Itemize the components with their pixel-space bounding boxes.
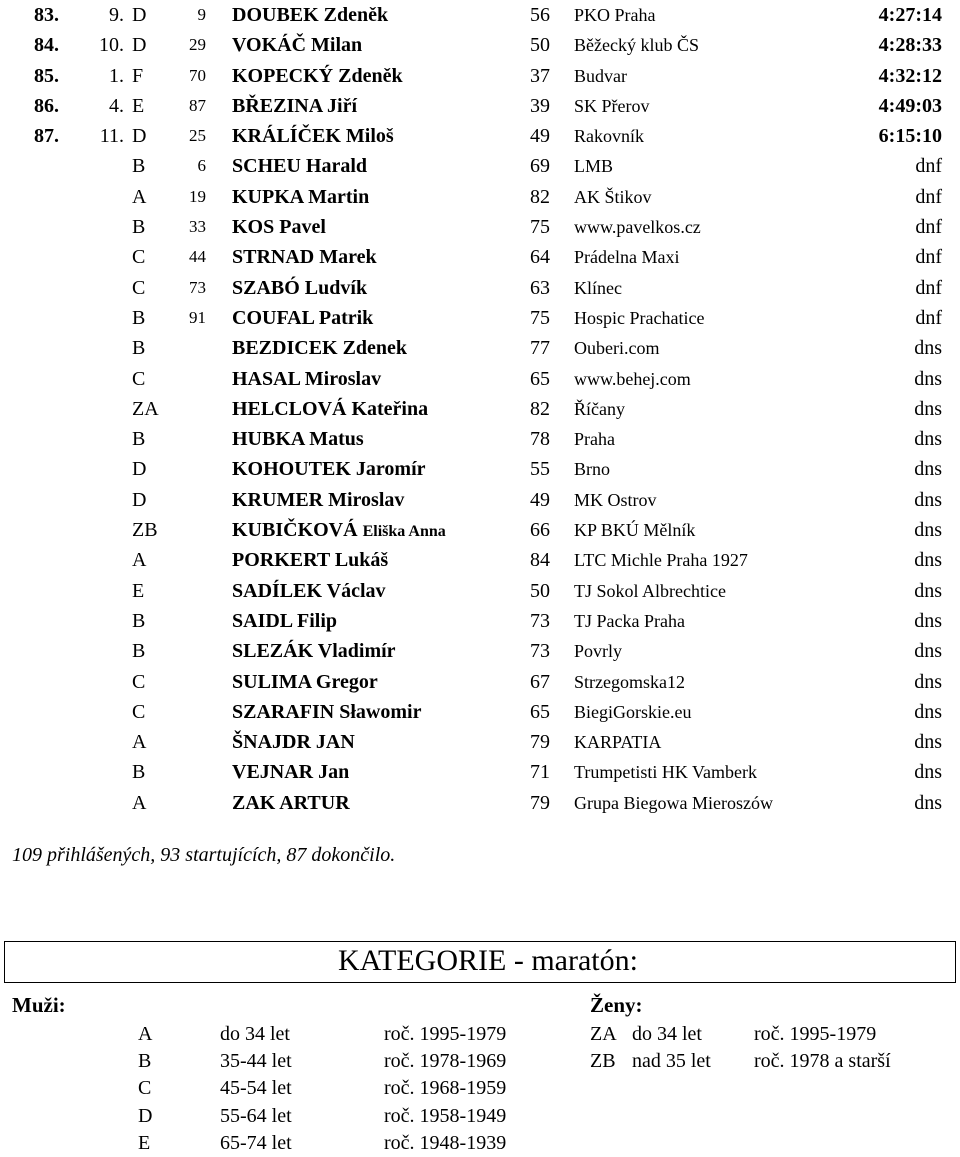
runner-name: KOS Pavel (232, 216, 326, 239)
runner-name: STRNAD Marek (232, 246, 377, 269)
bib-number-cell: 9 (197, 5, 206, 24)
bib-number-cell: 29 (189, 35, 206, 55)
category-cell: ZA (132, 397, 159, 420)
runner-name-cell (232, 30, 522, 60)
runner-name-cell (232, 606, 522, 636)
birth-year-cell: 69 (530, 155, 550, 178)
men-category-row (138, 1075, 558, 1102)
bib-number-cell: 73 (189, 277, 206, 297)
runner-name: HASAL Miroslav (232, 367, 382, 390)
category-years: roč. 1968-1959 (384, 1077, 507, 1100)
runner-name: KRÁLÍČEK Miloš (232, 125, 394, 148)
category-cell: C (132, 367, 146, 390)
finish-time-cell: dns (914, 791, 942, 814)
category-cell: B (132, 761, 146, 784)
table-row (0, 576, 960, 606)
runner-name: COUFAL Patrik (232, 306, 374, 329)
bib-number-cell: 6 (197, 156, 206, 176)
club-cell: Strzegomska12 (574, 671, 685, 692)
club-cell: MK Ostrov (574, 489, 657, 510)
category-cell: B (132, 640, 146, 663)
table-row (0, 0, 960, 30)
club-cell: Běžecký klub ČS (574, 35, 699, 56)
category-cell: B (132, 337, 146, 360)
table-row (0, 212, 960, 242)
category-cell: E (132, 94, 145, 117)
category-code: B (138, 1050, 152, 1073)
club-cell: Rakovník (574, 126, 644, 147)
category-place-cell: 10. (99, 34, 124, 57)
birth-year-cell: 79 (530, 791, 550, 814)
table-row (0, 242, 960, 272)
birth-year-cell: 84 (530, 549, 550, 572)
runner-name: HUBKA Matus (232, 428, 364, 451)
table-row (0, 667, 960, 697)
category-age: do 34 let (220, 1023, 290, 1045)
finish-time-cell: dnf (915, 155, 942, 178)
category-years: roč. 1958-1949 (384, 1104, 507, 1127)
table-row (0, 454, 960, 484)
runner-name-cell (232, 727, 522, 757)
runner-name: VOKÁČ Milan (232, 34, 363, 57)
category-place-cell: 9. (109, 4, 124, 26)
runner-name-cell (232, 151, 522, 181)
runner-name: BŘEZINA Jiří (232, 94, 358, 117)
club-cell: Prádelna Maxi (574, 247, 680, 268)
birth-year-cell: 63 (530, 276, 550, 299)
club-cell: TJ Packa Praha (574, 610, 685, 631)
birth-year-cell: 67 (530, 670, 550, 693)
finish-time-cell: dns (914, 700, 942, 723)
category-code: ZB (590, 1050, 616, 1073)
runner-name-cell (232, 515, 522, 547)
finish-time-cell: dnf (915, 185, 942, 208)
finish-time-cell: dns (914, 640, 942, 663)
table-row (0, 394, 960, 424)
finish-time-cell: dnf (915, 306, 942, 329)
category-cell: B (132, 428, 146, 451)
category-years: roč. 1978 a starší (754, 1050, 891, 1073)
runner-name: SZARAFIN Sławomir (232, 700, 422, 723)
club-cell: Grupa Biegowa Mieroszów (574, 792, 773, 813)
table-row (0, 30, 960, 60)
runner-name: KOPECKÝ Zdeněk (232, 64, 403, 87)
summary-line: 109 přihlášených, 93 startujících, 87 dokončilo. (12, 844, 396, 866)
runner-name: KUPKA Martin (232, 185, 370, 208)
category-cell: ZB (132, 519, 158, 542)
runner-name-cell (232, 303, 522, 333)
table-row (0, 182, 960, 212)
birth-year-cell: 73 (530, 640, 550, 663)
women-category-row (590, 1021, 956, 1048)
category-age: do 34 let (632, 1023, 702, 1045)
runner-name-cell (232, 91, 522, 121)
runner-name: PORKERT Lukáš (232, 549, 389, 572)
bib-number-cell: 25 (189, 126, 206, 146)
club-cell: Trumpetisti HK Vamberk (574, 762, 758, 783)
birth-year-cell: 64 (530, 246, 550, 269)
finish-time-cell: dnf (915, 246, 942, 269)
runner-name: SAIDL Filip (232, 609, 338, 632)
runner-name-cell (232, 242, 522, 272)
men-category-row (138, 1048, 558, 1075)
category-years: roč. 1948-1939 (384, 1131, 507, 1154)
bib-number-cell: 91 (189, 307, 206, 327)
categories-title-box (4, 941, 956, 983)
finish-time-cell: dns (914, 609, 942, 632)
runner-name: SCHEU Harald (232, 155, 368, 178)
table-row (0, 303, 960, 333)
bib-number-cell: 87 (189, 95, 206, 115)
birth-year-cell: 50 (530, 34, 550, 57)
table-row (0, 788, 960, 818)
category-age: 55-64 let (220, 1104, 292, 1127)
finish-time-cell: dns (914, 519, 942, 542)
category-age: 35-44 let (220, 1050, 292, 1073)
birth-year-cell: 65 (530, 700, 550, 723)
runner-name: SULIMA Gregor (232, 670, 378, 693)
finish-time-cell: 4:27:14 (878, 4, 942, 26)
birth-year-cell: 82 (530, 397, 550, 420)
finish-time-cell: dns (914, 337, 942, 360)
birth-year-cell: 82 (530, 185, 550, 208)
birth-year-cell: 55 (530, 458, 550, 481)
bib-number-cell: 70 (189, 65, 206, 85)
birth-year-cell: 78 (530, 428, 550, 451)
finish-time-cell: dns (914, 731, 942, 754)
club-cell: KARPATIA (574, 732, 662, 753)
table-row (0, 424, 960, 454)
birth-year-cell: 66 (530, 519, 550, 542)
runner-name-extra: Eliška Anna (362, 523, 446, 541)
birth-year-cell: 79 (530, 731, 550, 754)
club-cell: www.pavelkos.cz (574, 217, 701, 238)
category-age: 65-74 let (220, 1131, 292, 1154)
birth-year-cell: 75 (530, 216, 550, 239)
category-code: ZA (590, 1023, 617, 1045)
club-cell: Klínec (574, 277, 622, 298)
runner-name-cell (232, 212, 522, 242)
birth-year-cell: 77 (530, 337, 550, 360)
category-cell: A (132, 549, 147, 572)
category-code: E (138, 1131, 151, 1154)
men-category-row (138, 1021, 558, 1048)
club-cell: SK Přerov (574, 95, 650, 116)
club-cell: KP BKÚ Mělník (574, 520, 696, 541)
table-row (0, 273, 960, 303)
club-cell: LTC Michle Praha 1927 (574, 550, 748, 571)
finish-time-cell: 4:28:33 (878, 34, 942, 57)
finish-time-cell: dns (914, 579, 942, 602)
category-cell: C (132, 700, 146, 723)
runner-name-cell (232, 424, 522, 454)
club-cell: Brno (574, 459, 610, 480)
category-cell: F (132, 64, 144, 87)
club-cell: Budvar (574, 65, 627, 86)
runner-name-cell (232, 636, 522, 666)
category-cell: D (132, 4, 147, 26)
runner-name-cell (232, 0, 522, 30)
category-place-cell: 1. (109, 64, 124, 87)
runner-name-cell (232, 788, 522, 818)
runner-name: KOHOUTEK Jaromír (232, 458, 426, 481)
club-cell: AK Štikov (574, 186, 652, 207)
club-cell: LMB (574, 156, 614, 177)
runner-name: VEJNAR Jan (232, 761, 350, 784)
finish-time-cell: dns (914, 428, 942, 451)
finish-time-cell: dns (914, 488, 942, 511)
runner-name: ZAK ARTUR (232, 791, 350, 814)
birth-year-cell: 75 (530, 306, 550, 329)
runner-name: HELCLOVÁ Kateřina (232, 397, 429, 420)
birth-year-cell: 49 (530, 125, 550, 148)
finish-time-cell: 6:15:10 (878, 125, 942, 148)
runner-name-cell (232, 576, 522, 606)
table-row (0, 333, 960, 363)
category-cell: D (132, 34, 147, 57)
runner-name-cell (232, 454, 522, 484)
runner-name-cell (232, 333, 522, 363)
category-cell: D (132, 125, 147, 148)
runner-name: ŠNAJDR JAN (232, 731, 355, 754)
finish-time-cell: 4:32:12 (878, 64, 942, 87)
table-row (0, 121, 960, 151)
table-row (0, 364, 960, 394)
birth-year-cell: 37 (530, 64, 550, 87)
category-years: roč. 1995-1979 (384, 1023, 507, 1045)
runner-name: SLEZÁK Vladimír (232, 640, 396, 663)
runner-name-cell (232, 182, 522, 212)
category-cell: C (132, 246, 146, 269)
category-cell: D (132, 458, 147, 481)
place-cell: 85. (34, 64, 59, 87)
finish-time-cell: dns (914, 670, 942, 693)
category-place-cell: 11. (99, 125, 124, 148)
table-row (0, 91, 960, 121)
category-cell: A (132, 791, 147, 814)
finish-time-cell: dns (914, 367, 942, 390)
place-cell: 87. (34, 125, 59, 148)
runner-name-cell (232, 545, 522, 575)
category-place-cell: 4. (109, 94, 124, 117)
category-years: roč. 1978-1969 (384, 1050, 507, 1073)
runner-name: SZABÓ Ludvík (232, 276, 368, 299)
table-row (0, 545, 960, 575)
club-cell: Hospic Prachatice (574, 307, 705, 328)
bib-number-cell: 33 (189, 217, 206, 237)
category-years: roč. 1995-1979 (754, 1023, 877, 1045)
table-row (0, 606, 960, 636)
category-cell: E (132, 579, 145, 602)
club-cell: Ouberi.com (574, 338, 660, 359)
club-cell: www.behej.com (574, 368, 691, 389)
table-row (0, 757, 960, 787)
place-cell: 83. (34, 4, 59, 26)
birth-year-cell: 56 (530, 4, 550, 26)
runner-name: KRUMER Miroslav (232, 488, 405, 511)
finish-time-cell: dns (914, 549, 942, 572)
birth-year-cell: 73 (530, 609, 550, 632)
runner-name-cell (232, 121, 522, 151)
birth-year-cell: 49 (530, 488, 550, 511)
category-code: D (138, 1104, 153, 1127)
category-code: C (138, 1077, 152, 1100)
club-cell: Praha (574, 429, 615, 450)
category-cell: B (132, 306, 146, 329)
men-category-row (138, 1103, 558, 1130)
category-cell: A (132, 185, 147, 208)
table-row (0, 697, 960, 727)
bib-number-cell: 44 (189, 247, 206, 267)
club-cell: TJ Sokol Albrechtice (574, 580, 726, 601)
club-cell: BiegiGorskie.eu (574, 701, 692, 722)
bib-number-cell: 19 (189, 186, 206, 206)
runner-name: DOUBEK Zdeněk (232, 4, 389, 26)
finish-time-cell: dns (914, 397, 942, 420)
place-cell: 86. (34, 94, 59, 117)
birth-year-cell: 39 (530, 94, 550, 117)
runner-name-cell (232, 697, 522, 727)
men-categories-heading: Muži: (12, 993, 66, 1017)
table-row (0, 727, 960, 757)
club-cell: PKO Praha (574, 5, 656, 25)
runner-name-cell (232, 364, 522, 394)
runner-name-cell (232, 273, 522, 303)
category-cell: C (132, 276, 146, 299)
finish-time-cell: dns (914, 458, 942, 481)
women-category-row (590, 1048, 956, 1075)
table-row (0, 515, 960, 545)
runner-name-cell (232, 667, 522, 697)
runner-name-cell (232, 485, 522, 515)
runner-name-cell (232, 394, 522, 424)
table-row (0, 151, 960, 181)
category-cell: D (132, 488, 147, 511)
runner-name-cell (232, 757, 522, 787)
categories-title: KATEGORIE - maratón: (338, 944, 638, 977)
category-age: 45-54 let (220, 1077, 292, 1100)
category-cell: C (132, 670, 146, 693)
category-age: nad 35 let (632, 1050, 711, 1073)
runner-name: SADÍLEK Václav (232, 579, 386, 602)
category-code: A (138, 1023, 153, 1045)
table-row (0, 61, 960, 91)
table-row (0, 636, 960, 666)
category-cell: B (132, 155, 146, 178)
category-cell: A (132, 731, 147, 754)
club-cell: Říčany (574, 398, 625, 419)
birth-year-cell: 65 (530, 367, 550, 390)
finish-time-cell: dns (914, 761, 942, 784)
table-row (0, 485, 960, 515)
club-cell: Povrly (574, 641, 623, 662)
category-cell: B (132, 609, 146, 632)
birth-year-cell: 50 (530, 579, 550, 602)
finish-time-cell: dnf (915, 216, 942, 239)
category-cell: B (132, 216, 146, 239)
women-categories-heading: Ženy: (590, 993, 643, 1017)
finish-time-cell: dnf (915, 276, 942, 299)
runner-name: BEZDICEK Zdenek (232, 337, 408, 360)
place-cell: 84. (34, 34, 59, 57)
finish-time-cell: 4:49:03 (878, 94, 942, 117)
runner-name: KUBIČKOVÁ (232, 519, 358, 542)
birth-year-cell: 71 (530, 761, 550, 784)
runner-name-cell (232, 61, 522, 91)
